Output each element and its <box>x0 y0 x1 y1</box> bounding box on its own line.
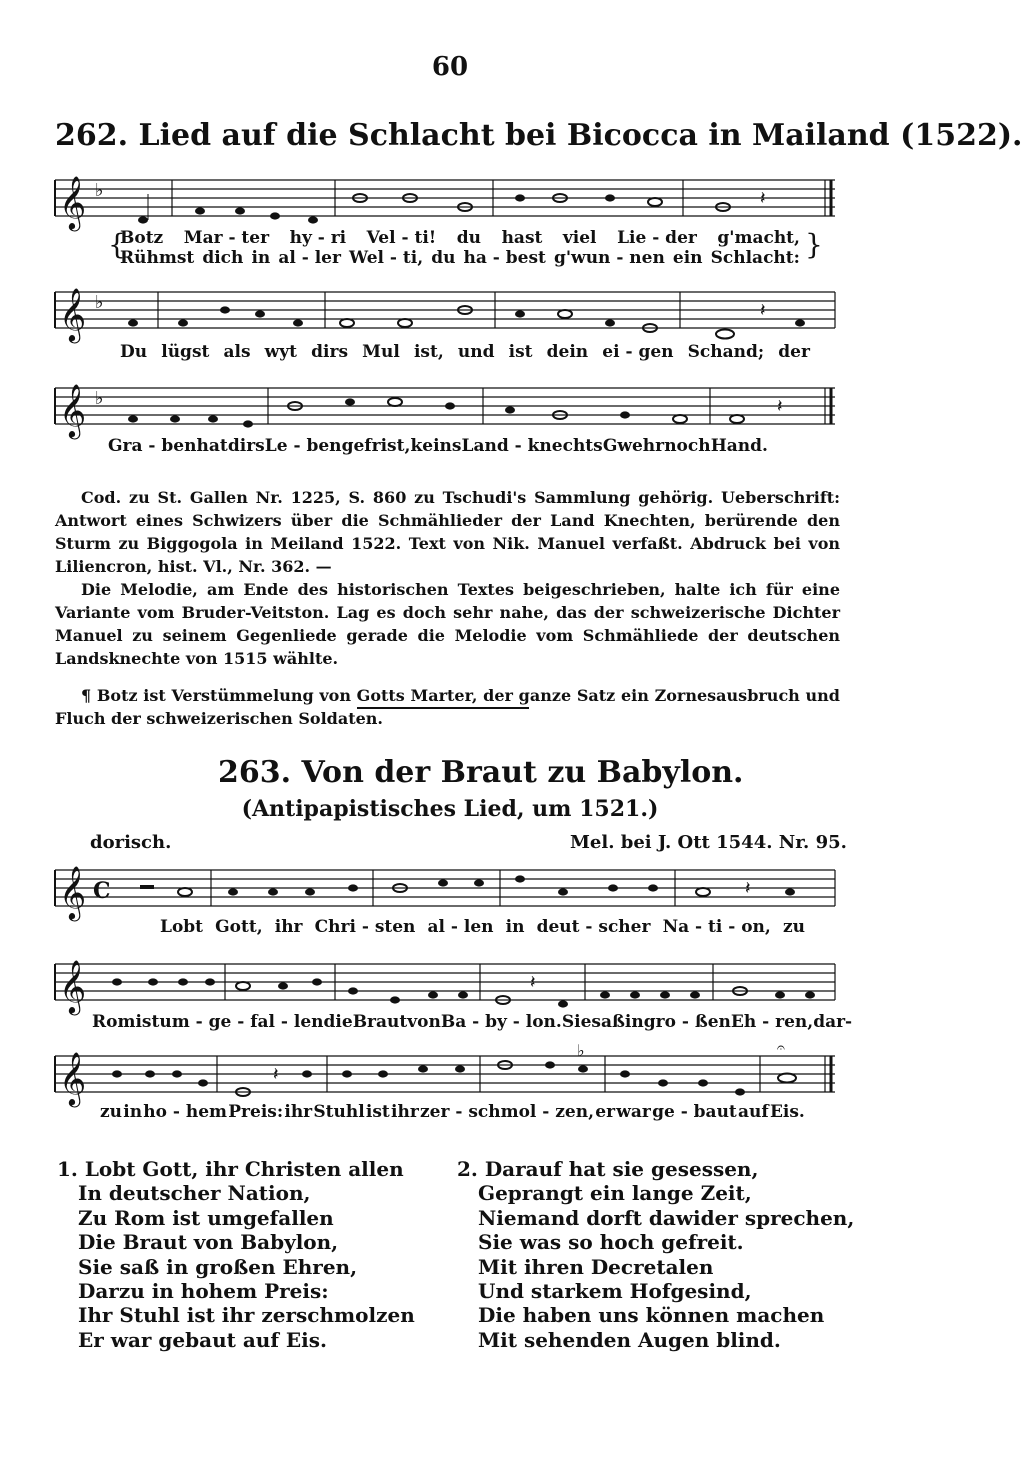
svg-text:𝄽: 𝄽 <box>745 878 751 899</box>
staff-263-2 <box>55 952 835 1014</box>
syllable: um - ge - fal - len <box>159 1012 324 1032</box>
syllable: lügst <box>161 342 210 362</box>
svg-text:♭: ♭ <box>577 1041 585 1060</box>
svg-text:♭: ♭ <box>95 388 104 409</box>
syllable: Schand; <box>687 342 765 362</box>
verse-2-line: Mit sehenden Augen blind. <box>478 1327 781 1352</box>
syllable: zer - schmol - zen, <box>420 1102 595 1122</box>
verse-1-line: Sie saß in großen Ehren, <box>78 1254 358 1279</box>
syllable: in <box>123 1102 143 1122</box>
syllable: Gwehr <box>602 436 665 456</box>
svg-text:𝄽: 𝄽 <box>760 188 766 209</box>
svg-text:𝄞: 𝄞 <box>59 383 87 437</box>
verse-1 <box>57 1157 415 1352</box>
lyrics-262-2 <box>120 342 810 362</box>
svg-text:𝄞: 𝄞 <box>59 287 87 341</box>
syllable: ist <box>508 342 533 362</box>
verse-2-line: 2. Darauf hat sie gesessen, <box>457 1157 759 1181</box>
brace-left: { <box>108 228 126 261</box>
section-divider <box>357 707 529 709</box>
syllable: er <box>595 1102 616 1122</box>
verse-1-line: Ihr Stuhl ist ihr zerschmolzen <box>78 1303 415 1328</box>
syllable: Eis. <box>769 1102 805 1122</box>
song-263-subtitle: (Antipapistisches Lied, um 1521.) <box>241 796 659 822</box>
svg-text:C: C <box>93 878 111 904</box>
verse-1-line: Er war gebaut auf Eis. <box>78 1327 327 1352</box>
syllable: und <box>457 342 495 362</box>
syllable: Wel - ti, <box>349 248 424 268</box>
staff-263-3 <box>55 1040 835 1106</box>
syllable: du <box>456 228 482 248</box>
verse-1-line: In deutscher Nation, <box>78 1181 311 1206</box>
syllable: gro - ßen <box>643 1012 731 1032</box>
syllable: zu <box>782 917 805 937</box>
syllable: ha - best <box>463 248 546 268</box>
syllable: Lobt <box>160 917 204 937</box>
notes-262 <box>55 486 840 730</box>
song-263-title: Von der Braut zu Babylon. <box>301 755 744 790</box>
syllable: als <box>223 342 251 362</box>
lyrics-262-3 <box>108 436 768 456</box>
svg-text:𝄽: 𝄽 <box>777 396 783 417</box>
verse-2-line: Sie was so hoch gefreit. <box>478 1230 744 1255</box>
svg-text:𝄽: 𝄽 <box>273 1064 279 1085</box>
syllable: Sie <box>561 1012 592 1032</box>
lyrics-262-1b <box>120 248 800 268</box>
syllable: in <box>251 248 271 268</box>
staff-262-2 <box>55 282 835 342</box>
verse-2-line: Die haben uns können machen <box>478 1303 825 1328</box>
verse-2-line: Und starkem Hofgesind, <box>478 1279 752 1304</box>
verse-1-line: Die Braut von Babylon, <box>78 1230 339 1255</box>
syllable: Mar - ter <box>183 228 270 248</box>
song-262-year: (1522). <box>900 118 1022 153</box>
syllable: dich <box>202 248 244 268</box>
verse-2-line: Mit ihren Decretalen <box>478 1254 714 1279</box>
syllable: hast <box>501 228 543 248</box>
syllable: Preis: <box>228 1102 284 1122</box>
staff-262-3 <box>55 378 835 438</box>
svg-text:♭: ♭ <box>95 180 104 201</box>
syllable: deut - scher <box>536 917 651 937</box>
lyrics-263-3 <box>100 1102 805 1122</box>
syllable: in <box>624 1012 644 1032</box>
song-262-heading <box>55 118 1022 153</box>
verse-1-line: Zu Rom ist umgefallen <box>78 1205 334 1230</box>
svg-text:𝄞: 𝄞 <box>59 175 87 229</box>
staff-262-1 <box>55 170 835 230</box>
syllable: hat <box>196 436 228 456</box>
staff-263-1 <box>55 858 835 920</box>
syllable: Gott, <box>215 917 263 937</box>
syllable: g'wun - nen <box>553 248 665 268</box>
svg-text:𝄞: 𝄞 <box>59 1051 87 1105</box>
note-source: Cod. zu St. Gallen Nr. 1225, S. 860 zu Tschudi's Sammlung gehörig. Ueberschrift: Antwort eines Schwizers über die Schmählieder der Land Knechten, berürende den Sturm zu Biggogola in Meiland 1522. Text von Nik. Manuel verfaßt. Abdruck bei von Liliencron, hist. Vl., Nr. 362. — <box>55 488 840 576</box>
syllable: ein <box>672 248 703 268</box>
syllable: der <box>778 342 810 362</box>
syllable: wyt <box>264 342 298 362</box>
syllable: al - len <box>427 917 494 937</box>
syllable: Hand. <box>710 436 768 456</box>
brace-right: } <box>805 228 823 261</box>
svg-text:𝄽: 𝄽 <box>760 300 766 321</box>
syllable: in <box>505 917 525 937</box>
syllable: Gra - ben <box>108 436 197 456</box>
syllable: zu <box>100 1102 123 1122</box>
syllable: Land - knechts <box>461 436 603 456</box>
svg-text:𝄽: 𝄽 <box>530 972 536 993</box>
syllable: ist <box>365 1102 390 1122</box>
syllable: Le - ben <box>264 436 342 456</box>
syllable: g'macht, <box>717 228 800 248</box>
syllable: ist, <box>413 342 444 362</box>
verse-1-line: 1. Lobt Gott, ihr Christen allen <box>57 1157 404 1181</box>
syllable: Botz <box>120 228 164 248</box>
syllable: von <box>407 1012 441 1032</box>
verse-2 <box>457 1157 854 1352</box>
syllable: Lie - der <box>617 228 697 248</box>
syllable: war <box>616 1102 651 1122</box>
syllable: du <box>431 248 456 268</box>
note-melody: Die Melodie, am Ende des historischen Textes beigeschrieben, halte ich für eine Variante vom Bruder-Veitston. Lag es doch sehr nahe, das der schweizerische Dichter Manuel zu seinem Gegenliede gerade die Melodie vom Schmähliede der deutschen Landsknechte von 1515 wählte. <box>55 580 840 668</box>
syllable: dirs <box>227 436 265 456</box>
syllable: keins <box>410 436 462 456</box>
verse-2-line: Niemand dorft dawider sprechen, <box>478 1205 855 1230</box>
syllable: auf <box>738 1102 769 1122</box>
note-footnote: ¶ Botz ist Verstümmelung von Gotts Marter, der ganze Satz ein Zornesausbruch und Fluch der schweizerischen Soldaten. <box>55 686 840 728</box>
song-263-number: 263. <box>218 755 292 790</box>
syllable: ei - gen <box>602 342 674 362</box>
syllable: saß <box>591 1012 625 1032</box>
lyrics-263-1 <box>160 917 805 937</box>
syllable: Rom <box>92 1012 136 1032</box>
song-262-title: Lied auf die Schlacht bei Bicocca in Mailand <box>138 118 890 153</box>
song-262-number: 262. <box>55 118 129 153</box>
syllable: gefrist, <box>341 436 411 456</box>
syllable: hy - ri <box>289 228 347 248</box>
syllable: ihr <box>274 917 303 937</box>
syllable: Mul <box>362 342 400 362</box>
syllable: Na - ti - on, <box>662 917 771 937</box>
syllable: Ba - by - lon. <box>440 1012 562 1032</box>
syllable: Du <box>120 342 148 362</box>
verse-1-line: Darzu in hohem Preis: <box>78 1279 329 1304</box>
svg-text:𝄞: 𝄞 <box>59 959 87 1013</box>
syllable: dar- <box>813 1012 853 1032</box>
syllable: ist <box>135 1012 160 1032</box>
mode-label: dorisch. <box>90 832 172 853</box>
syllable: ge - baut <box>652 1102 737 1122</box>
syllable: noch <box>664 436 711 456</box>
syllable: Stuhl <box>313 1102 365 1122</box>
syllable: ho - hem <box>143 1102 228 1122</box>
syllable: viel <box>562 228 597 248</box>
syllable: Rühmst <box>120 248 195 268</box>
syllable: ihr <box>284 1102 313 1122</box>
lyrics-263-2 <box>92 1012 853 1032</box>
lyrics-262-1a <box>120 228 800 248</box>
syllable: dirs <box>311 342 349 362</box>
page-number: 60 <box>431 52 469 82</box>
syllable: Vel - ti! <box>366 228 437 248</box>
syllable: Eh - ren, <box>730 1012 814 1032</box>
syllable: Chri - sten <box>314 917 416 937</box>
svg-text:𝄞: 𝄞 <box>59 865 87 919</box>
melody-source: Mel. bei J. Ott 1544. Nr. 95. <box>570 832 847 853</box>
syllable: Braut <box>352 1012 408 1032</box>
syllable: Schlacht: <box>710 248 800 268</box>
syllable: dein <box>546 342 589 362</box>
svg-text:♭: ♭ <box>95 292 104 313</box>
svg-text:𝄐: 𝄐 <box>777 1040 785 1056</box>
song-263-heading <box>218 755 744 790</box>
syllable: die <box>323 1012 353 1032</box>
syllable: ihr <box>391 1102 419 1122</box>
verse-2-line: Geprangt ein lange Zeit, <box>478 1181 752 1206</box>
syllable: al - ler <box>278 248 341 268</box>
